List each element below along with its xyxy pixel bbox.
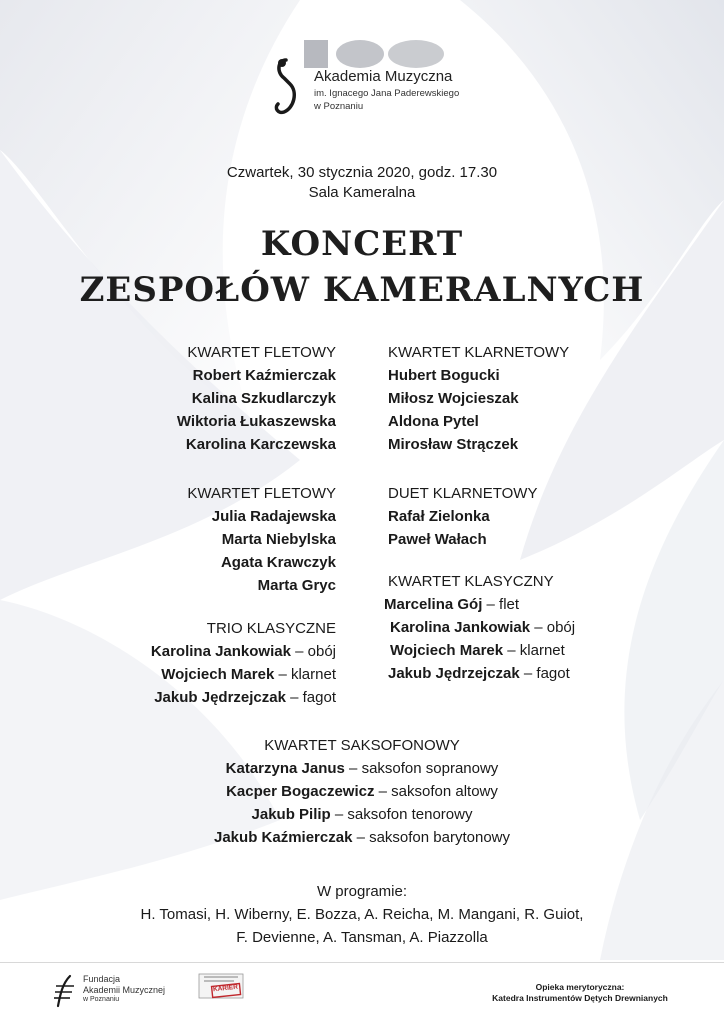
concert-title-line1: KONCERT bbox=[260, 224, 464, 264]
ensemble-name: DUET KLARNETOWY bbox=[388, 485, 538, 502]
ensemble-classic-trio bbox=[151, 617, 336, 709]
ensemble-clarinet-quartet bbox=[388, 341, 569, 456]
member-name: Karolina Jankowiak bbox=[390, 619, 531, 636]
member-name: Robert Kaźmierczak bbox=[192, 367, 336, 384]
ensemble-flute-quartet-1 bbox=[177, 341, 336, 456]
concert-title-line2: ZESPOŁÓW KAMERALNYCH bbox=[79, 270, 645, 310]
foundation-logo bbox=[50, 972, 210, 1008]
foundation-line1: Fundacja bbox=[83, 974, 121, 984]
member-name: Jakub Jędrzejczak bbox=[154, 689, 286, 706]
member-name: Hubert Bogucki bbox=[388, 367, 500, 384]
program-section bbox=[0, 880, 724, 949]
member-instrument: – saksofon barytonowy bbox=[352, 829, 510, 846]
member-name: Katarzyna Janus bbox=[225, 760, 345, 777]
member-name: Marcelina Gój bbox=[384, 596, 483, 613]
member-name: Miłosz Wojcieszak bbox=[388, 390, 519, 407]
member-instrument: – saksofon tenorowy bbox=[330, 806, 473, 823]
member-instrument: – saksofon altowy bbox=[374, 783, 498, 800]
stamp-text: KARIER bbox=[212, 983, 239, 994]
ensemble-flute-quartet-2 bbox=[187, 482, 336, 597]
program-label: W programie: bbox=[316, 883, 408, 900]
program-composers-line2: F. Devienne, A. Tansman, A. Piazzolla bbox=[236, 929, 488, 946]
ensemble-name: KWARTET KLARNETOWY bbox=[388, 344, 570, 361]
member-instrument: – obój bbox=[530, 619, 576, 636]
event-hall: Sala Kameralna bbox=[308, 184, 416, 201]
member-name: Mirosław Strączek bbox=[388, 436, 519, 453]
member-instrument: – obój bbox=[290, 643, 336, 660]
ensemble-classic-quartet bbox=[384, 570, 575, 685]
event-date: Czwartek, 30 stycznia 2020, godz. 17.30 bbox=[226, 164, 498, 181]
member-name: Karolina Jankowiak bbox=[150, 643, 291, 660]
patronage bbox=[470, 982, 690, 1004]
member-name: Rafał Zielonka bbox=[388, 508, 490, 525]
member-name: Julia Radajewska bbox=[211, 508, 336, 525]
member-instrument: – saksofon sopranowy bbox=[344, 760, 499, 777]
member-name: Wiktoria Łukaszewska bbox=[176, 413, 336, 430]
member-name: Jakub Kaźmierczak bbox=[214, 829, 353, 846]
foundation-line2: Akademii Muzycznej bbox=[83, 985, 166, 995]
ensemble-name: KWARTET FLETOWY bbox=[187, 485, 336, 502]
program-composers-line1: H. Tomasi, H. Wiberny, E. Bozza, A. Reicha, M. Mangani, R. Guiot, bbox=[140, 906, 584, 923]
member-instrument: – klarnet bbox=[274, 666, 336, 683]
member-instrument: – flet bbox=[482, 596, 520, 613]
patron-name: Katedra Instrumentów Dętych Drewnianych bbox=[492, 993, 668, 1003]
member-name: Aldona Pytel bbox=[388, 413, 479, 430]
institution-city: w Poznaniu bbox=[314, 101, 364, 112]
member-instrument: – fagot bbox=[519, 665, 570, 682]
member-name: Kacper Bogaczewicz bbox=[226, 783, 375, 800]
member-name: Wojciech Marek bbox=[161, 666, 275, 683]
member-name: Kalina Szkudlarczyk bbox=[191, 390, 336, 407]
patron-label: Opieka merytoryczna: bbox=[535, 982, 625, 992]
member-name: Jakub Pilip bbox=[251, 806, 331, 823]
member-name: Wojciech Marek bbox=[390, 642, 504, 659]
ensemble-name: KWARTET FLETOWY bbox=[187, 344, 336, 361]
ensemble-saxophone-quartet bbox=[0, 734, 724, 849]
foundation-clef-icon bbox=[50, 972, 80, 1008]
member-instrument: – fagot bbox=[285, 689, 336, 706]
member-name: Agata Krawczyk bbox=[220, 554, 336, 571]
ensemble-name: KWARTET SAKSOFONOWY bbox=[264, 737, 460, 754]
member-instrument: – klarnet bbox=[503, 642, 565, 659]
institution-subtitle: im. Ignacego Jana Paderewskiego bbox=[314, 88, 460, 99]
member-name: Marta Gryc bbox=[257, 577, 336, 594]
footer-divider bbox=[0, 962, 724, 963]
ensemble-name: KWARTET KLASYCZNY bbox=[388, 573, 554, 590]
career-office-logo bbox=[198, 973, 244, 999]
academy-logo bbox=[268, 38, 468, 128]
member-name: Jakub Jędrzejczak bbox=[388, 665, 520, 682]
ensemble-clarinet-duo bbox=[388, 482, 537, 551]
ensemble-name: TRIO KLASYCZNE bbox=[206, 620, 336, 637]
foundation-line3: w Poznaniu bbox=[83, 996, 120, 1003]
member-name: Karolina Karczewska bbox=[185, 436, 336, 453]
member-name: Paweł Wałach bbox=[388, 531, 487, 548]
institution-name: Akademia Muzyczna bbox=[314, 68, 453, 85]
member-name: Marta Niebylska bbox=[221, 531, 336, 548]
